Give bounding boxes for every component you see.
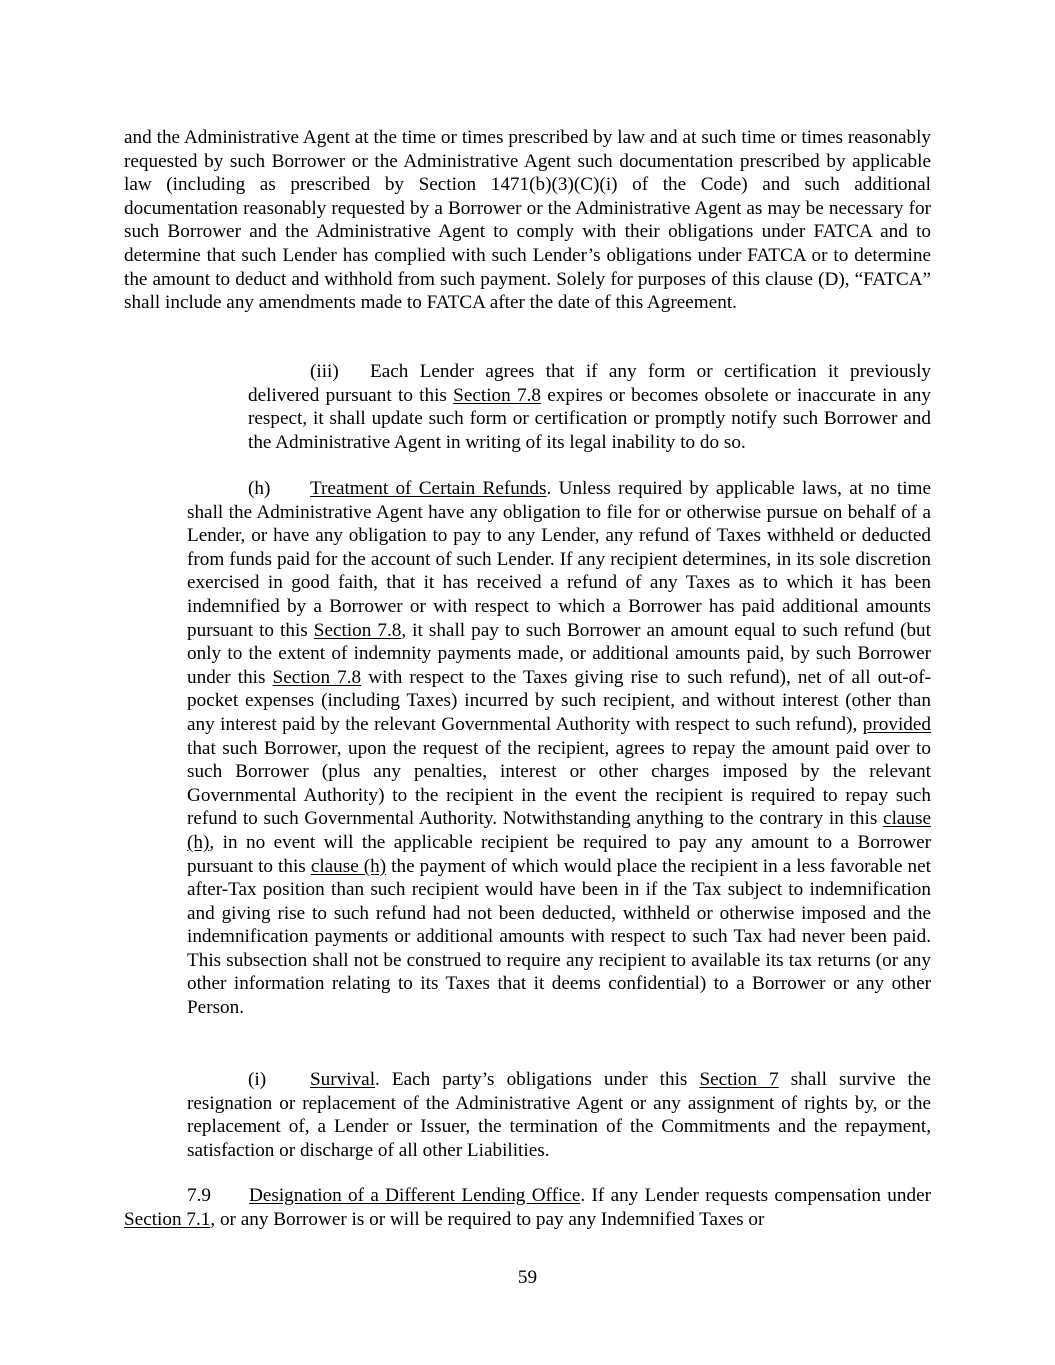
section-reference: Section 7.8	[313, 619, 402, 641]
paragraph-i	[187, 1068, 931, 1162]
paragraph-number: (i)	[248, 1069, 267, 1090]
section-reference: Section 7.8	[272, 666, 362, 688]
paragraph-number: 7.9	[187, 1185, 211, 1206]
section-reference: Section 7	[699, 1069, 779, 1090]
paragraph-text: . Unless required by applicable laws, at no time shall the Administrative Agent have any obligation to file for or otherwise pursue on behalf of a Lender, or have any obligation to pay to any Lender, any refund of Taxes withheld or deducted from funds paid for the account of such Lender. If any recipient determines, in its sole discretion exercised in good faith, that it has received a refund of any Taxes as to which it has been indemnified by a Borrower or with respect to which a Borrower has paid additional amounts pursuant to this	[187, 478, 931, 641]
paragraph-heading: Designation of a Different Lending Office	[249, 1185, 581, 1206]
paragraph-text: , it shall pay to such Borrower an amount equal to such refund (but only to the extent of indemnity payments made, or additional amounts paid, by such Borrower under this	[187, 619, 931, 688]
paragraph-text: . Each party’s obligations under this	[375, 1069, 700, 1090]
paragraph-number: (h)	[248, 478, 271, 499]
paragraph-text: that such Borrower, upon the request of the recipient, agrees to repay the amount paid over to such Borrower (plus any penalties, interest or other charges imposed by the relevant Governmental Authority) to the recipient in the event the recipient is required to repay such refund to such Governmental Authority. Notwithstanding anything to the contrary in this	[187, 737, 931, 830]
paragraph-text: expires or becomes obsolete or inaccurate in any respect, it shall update such form or certification or promptly notify such Borrower and the Administrative Agent in writing of its legal inability to do so.	[248, 384, 931, 453]
paragraph-text: Each Lender agrees that if any form or certification it previously delivered pursuant to this	[248, 361, 931, 406]
page-number: 59	[517, 1267, 538, 1288]
paragraph-text: with respect to the Taxes giving rise to such refund), net of all out-of-pocket expenses (including Taxes) incurred by such recipient, and without interest (other than any interest paid by the relevant Governmental Authority with respect to such refund),	[187, 666, 931, 735]
section-reference: Section 7.1	[124, 1208, 211, 1230]
paragraph-text: the payment of which would place the recipient in a less favorable net after-Tax position than such recipient would have been in if the Tax subject to indemnification and giving rise to such refund had not been deducted, withheld or otherwise imposed and the indemnification payments or additional amounts with respect to such Tax had never been paid. This subsection shall not be construed to require any recipient to available its tax returns (or any other information relating to its Taxes that it deems confidential) to a Borrower or any other Person.	[187, 855, 931, 1019]
paragraph-h	[187, 477, 931, 1020]
paragraph-heading: Survival	[310, 1069, 376, 1090]
paragraph-heading: Treatment of Certain Refunds	[310, 478, 547, 499]
paragraph-iii	[248, 360, 931, 454]
provided-term: provided	[862, 713, 931, 735]
paragraph-text: , or any Borrower is or will be required to pay any Indemnified Taxes or	[210, 1208, 765, 1230]
paragraph-text: shall survive the resignation or replacement of the Administrative Agent or any assignment of rights by, or the replacement of, a Lender or Issuer, the termination of the Commitments and the repayment, satisfaction or discharge of all other Liabilities.	[187, 1069, 931, 1161]
paragraph-text: , in no event will the applicable recipient be required to pay any amount to a Borrower pursuant to this	[187, 831, 931, 877]
paragraph-text: . If any Lender requests compensation under	[580, 1185, 931, 1206]
clause-reference: clause (h)	[187, 808, 931, 853]
paragraph-continuation: and the Administrative Agent at the time or times prescribed by law and at such time or times reasonably requested by such Borrower or the Administrative Agent such documentation prescribed by applicable law (including as prescribed by Section 1471(b)(3)(C)(i) of the Code) and such additional documentation reasonably requested by a Borrower or the Administrative Agent as may be necessary for such Borrower and the Administrative Agent to comply with their obligations under FATCA and to determine that such Lender has complied with such Lender’s obligations under FATCA or to determine the amount to deduct and withhold from such payment. Solely for purposes of this clause (D), “FATCA” shall include any amendments made to FATCA after the date of this Agreement.	[124, 127, 931, 314]
paragraph-7-9	[124, 1184, 931, 1231]
paragraph-number: (iii)	[310, 361, 339, 382]
clause-reference: clause (h)	[310, 855, 387, 877]
section-reference: Section 7.8	[453, 384, 541, 406]
